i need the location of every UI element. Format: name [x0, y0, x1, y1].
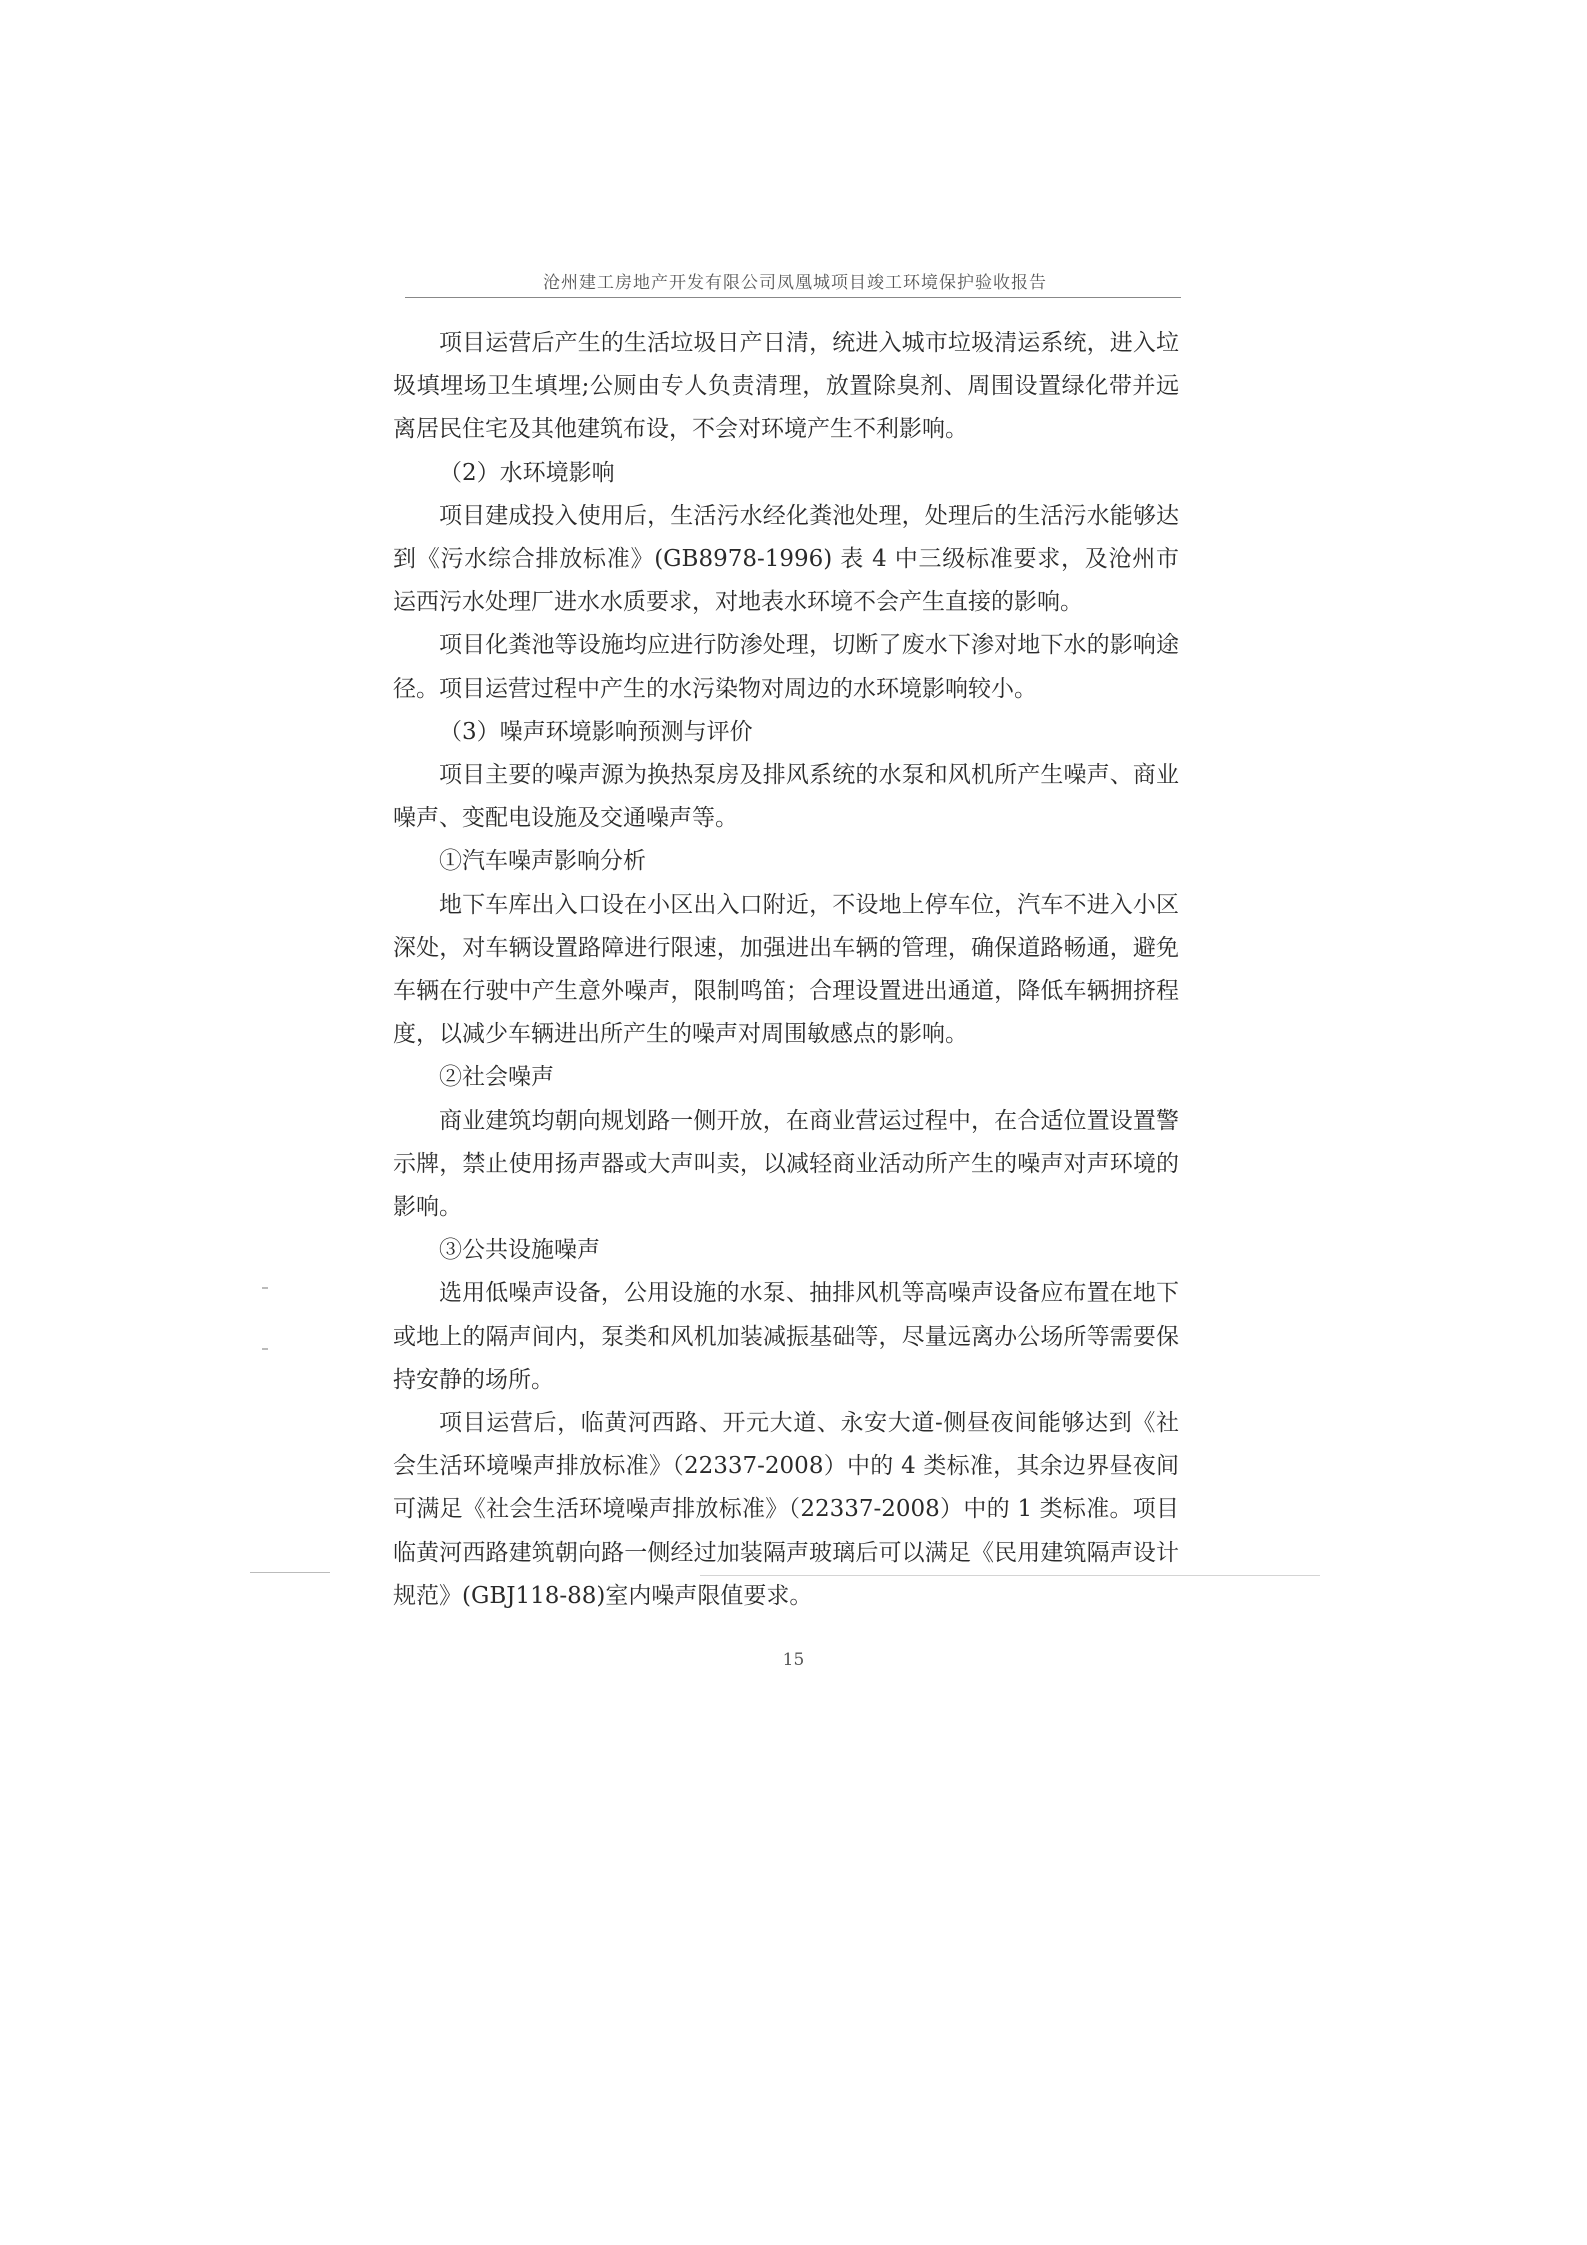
body-text: [393, 322, 1179, 1618]
paragraph: 项目主要的噪声源为换热泵房及排风系统的水泵和风机所产生噪声、商业噪声、变配电设施及交通噪声等。: [393, 762, 1179, 832]
section-heading: （3）噪声环境影响预测与评价: [439, 718, 753, 745]
paragraph: 项目运营后，临黄河西路、开元大道、永安大道-侧昼夜间能够达到《社会生活环境噪声排放标准》（22337-2008）中的 4 类标准，其余边界昼夜间可满足《社会生活环境噪声排放标准》（22337-2008）中的 1 类标准。项目临黄河西路建筑朝向路一侧经过加装隔声玻璃后可以满足《民用建筑隔声设计规范》(GBJ118-88)室内噪声限值要求。: [393, 1410, 1179, 1609]
header-rule: [405, 297, 1181, 298]
paragraph: 选用低噪声设备，公用设施的水泵、抽排风机等高噪声设备应布置在地下或地上的隔声间内，泵类和风机加装减振基础等，尽量远离办公场所等需要保持安静的场所。: [393, 1280, 1179, 1393]
paragraph: 地下车库出入口设在小区出入口附近，不设地上停车位，汽车不进入小区深处，对车辆设置路障进行限速，加强进出车辆的管理，确保道路畅通，避免车辆在行驶中产生意外噪声，限制鸣笛；合理设置进出通道，降低车辆拥挤程度，以减少车辆进出所产生的噪声对周围敏感点的影响。: [393, 891, 1179, 1048]
scan-artifact-line: [250, 1572, 330, 1573]
paragraph: 项目运营后产生的生活垃圾日产日清，统进入城市垃圾清运系统，进入垃圾填埋场卫生填埋;公厕由专人负责清理，放置除臭剂、周围设置绿化带并远离居民住宅及其他建筑布设，不会对环境产生不利影响。: [393, 330, 1179, 443]
subsection-heading: ③公共设施噪声: [439, 1237, 600, 1264]
paragraph: 项目建成投入使用后，生活污水经化粪池处理，处理后的生活污水能够达到《污水综合排放标准》(GB8978-1996) 表 4 中三级标准要求，及沧州市运西污水处理厂进水水质要求，对地表水环境不会产生直接的影响。: [393, 502, 1179, 616]
subsection-heading: ①汽车噪声影响分析: [439, 848, 646, 875]
section-heading: （2）水环境影响: [439, 459, 615, 486]
paragraph: 商业建筑均朝向规划路一侧开放，在商业营运过程中，在合适位置设置警示牌，禁止使用扬声器或大声叫卖，以减轻商业活动所产生的噪声对声环境的影响。: [393, 1107, 1179, 1221]
scan-speck: [262, 1287, 268, 1289]
scan-speck: [262, 1348, 268, 1350]
paragraph: 项目化粪池等设施均应进行防渗处理，切断了废水下渗对地下水的影响途径。项目运营过程中产生的水污染物对周边的水环境影响较小。: [393, 632, 1179, 702]
scan-artifact-line: [700, 1575, 1320, 1576]
subsection-heading: ②社会噪声: [439, 1064, 554, 1091]
page-number: 15: [782, 1650, 805, 1670]
running-header: 沧州建工房地产开发有限公司凤凰城项目竣工环境保护验收报告: [543, 273, 1047, 293]
